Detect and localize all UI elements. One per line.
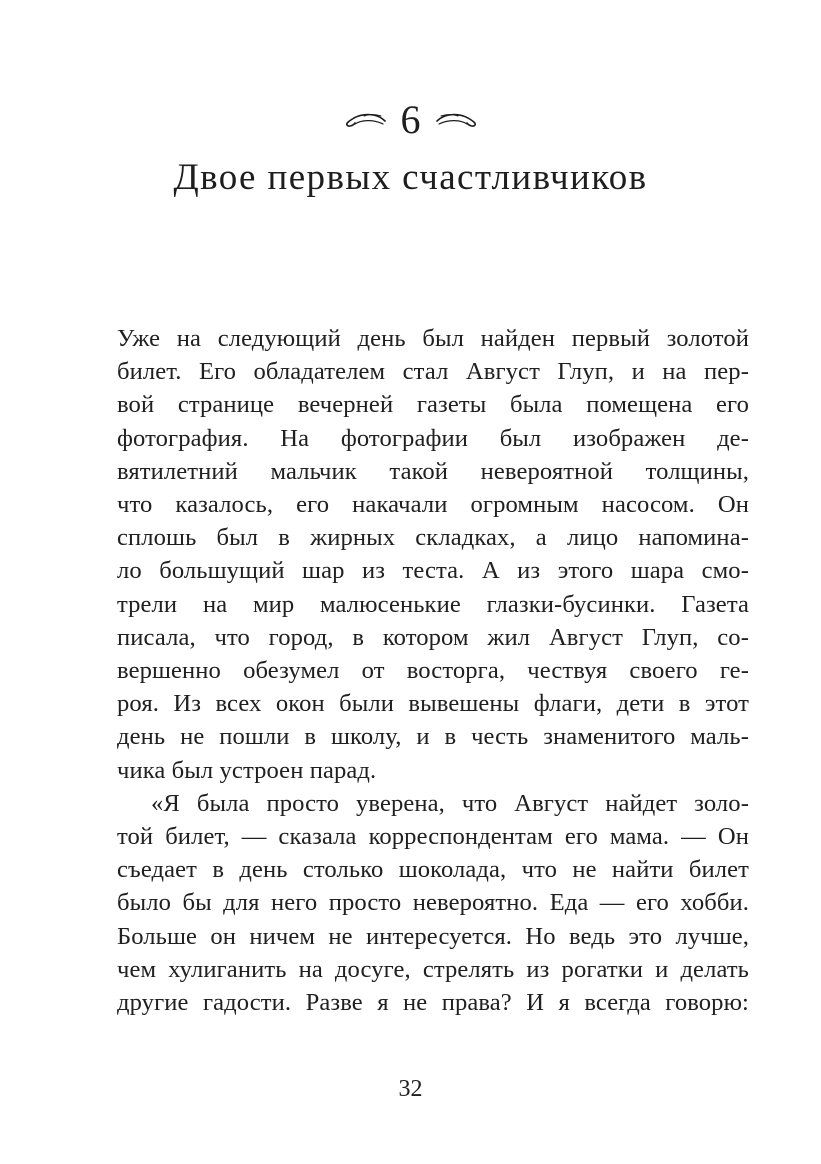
chapter-number: 6 — [400, 97, 421, 142]
text-line: роя. Из всех окон были вывешены флаги, дети в этот — [117, 690, 749, 718]
chapter-title: Двое первых счастливчиков — [173, 157, 648, 198]
right-flourish-icon — [435, 110, 479, 130]
text-line: что казалось, его накачали огромным насосом. Он — [117, 491, 749, 519]
text-line: билет. Его обладателем стал Август Глуп, и на пер- — [117, 358, 749, 386]
text-line: съедает в день столько шоколада, что не найти билет — [117, 856, 749, 884]
text-line: трели на мир малюсенькие глазки-бусинки. Газета — [117, 590, 749, 618]
text-line: чика был устроен парад. — [117, 756, 377, 784]
text-line: другие гадости. Разве я не права? И я всегда говорю: — [117, 989, 749, 1017]
text-line: Больше он ничем не интересуется. Но ведь это лучше, — [117, 922, 749, 950]
text-line: фотография. На фотографии был изображен де- — [117, 424, 749, 452]
text-line: Уже на следующий день был найден первый золотой — [117, 325, 749, 352]
body-text — [117, 322, 749, 1019]
paragraph-2 — [117, 787, 749, 1019]
page-number: 32 — [398, 1076, 423, 1102]
text-line: «Я была просто уверена, что Август найдет золо- — [151, 789, 749, 817]
chapter-number-row — [0, 92, 821, 148]
text-line: той билет, — сказала корреспондентам его мама. — Он — [117, 823, 749, 851]
text-line: было бы для него просто невероятно. Еда — его хобби. — [117, 889, 749, 917]
paragraph-1 — [117, 322, 749, 787]
text-line: сплошь был в жирных складках, а лицо напомина- — [117, 524, 749, 552]
text-line: вой странице вечерней газеты была помещена его — [117, 391, 749, 419]
text-line: день не пошли в школу, и в честь знаменитого маль- — [117, 723, 749, 751]
chapter-header — [0, 92, 821, 200]
left-flourish-icon — [343, 110, 387, 130]
text-line: писала, что город, в котором жил Август Глуп, со- — [117, 623, 749, 651]
text-line: чем хулиганить на досуге, стрелять из рогатки и делать — [117, 955, 749, 983]
text-line: вятилетний мальчик такой невероятной толщины, — [117, 457, 749, 485]
text-line: ло большущий шар из теста. А из этого шара смо- — [117, 557, 749, 585]
text-line: вершенно обезумел от восторга, чествуя своего ге- — [117, 657, 749, 685]
